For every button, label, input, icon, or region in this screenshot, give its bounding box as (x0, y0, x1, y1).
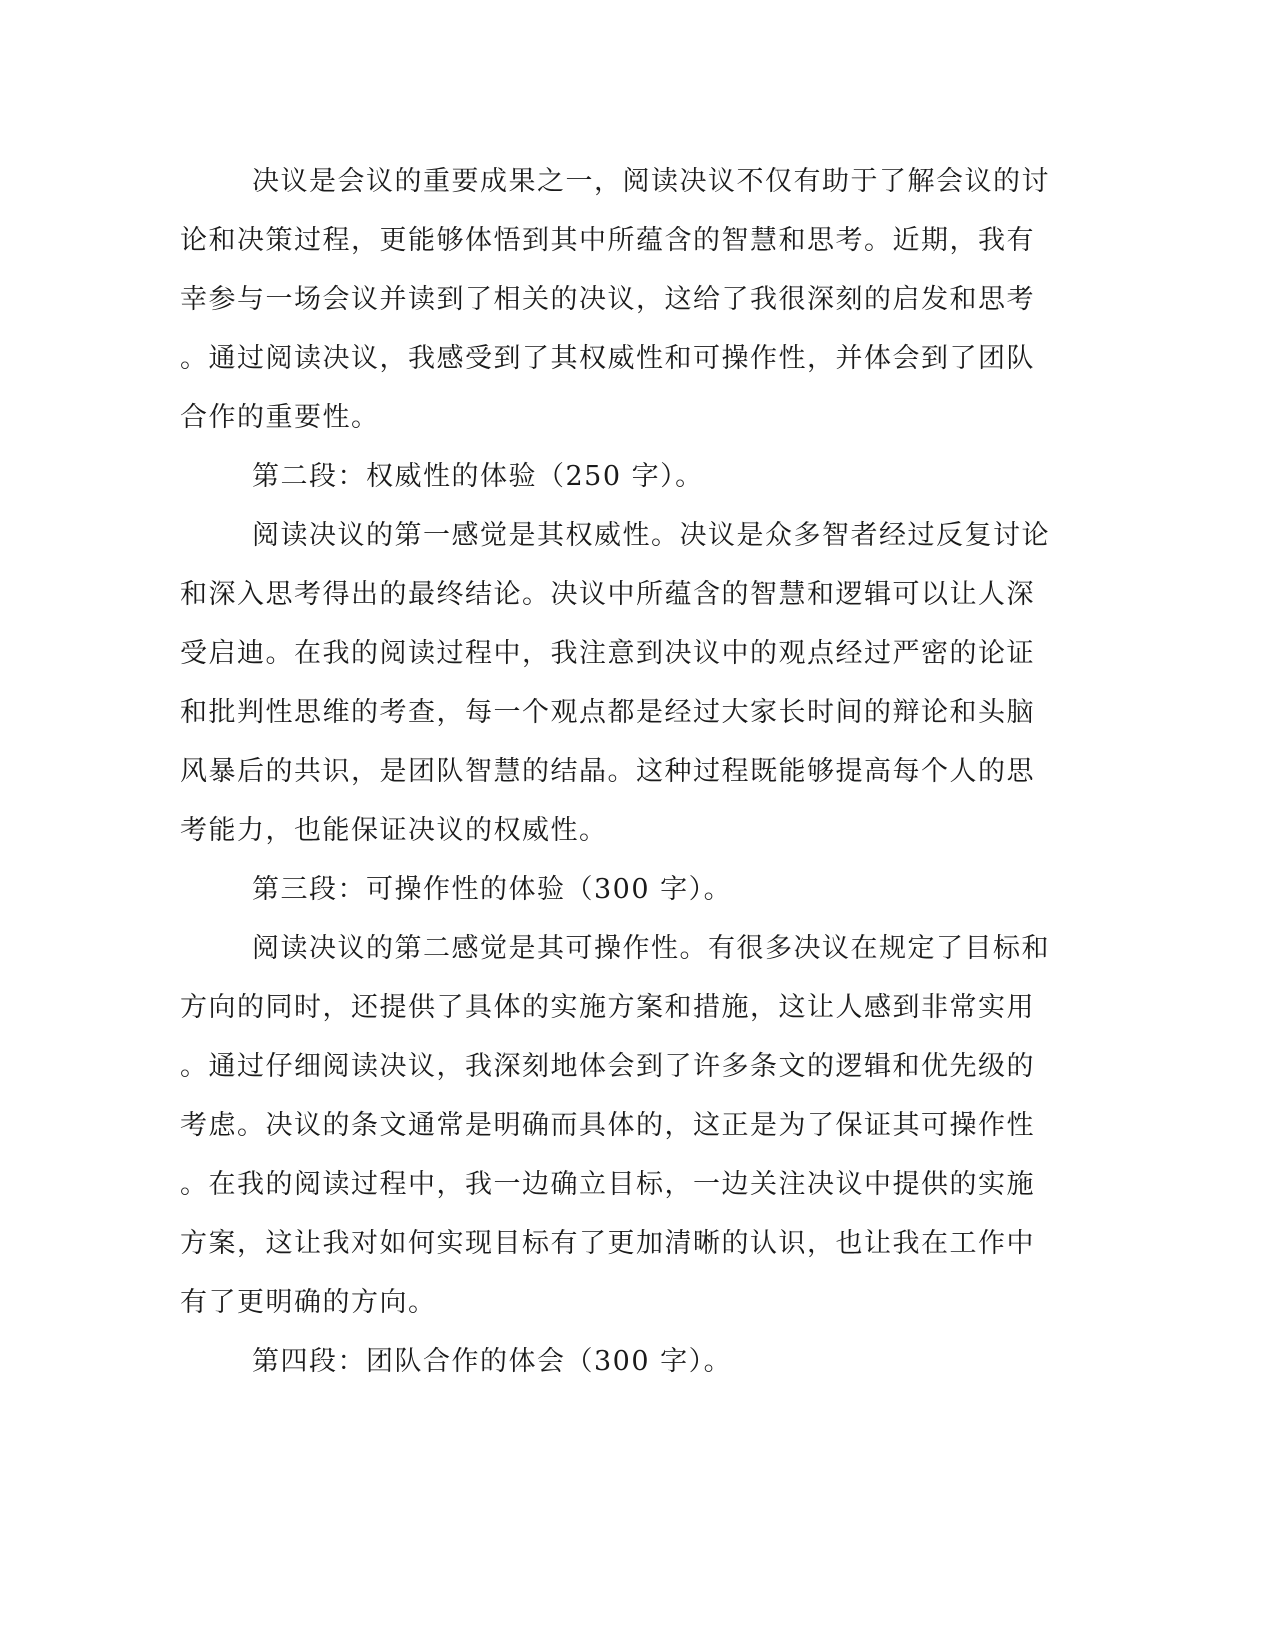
text-line: 和批判性思维的考查，每一个观点都是经过大家长时间的辩论和头脑 (180, 697, 1035, 728)
text-line: 有了更明确的方向。 (180, 1287, 437, 1318)
text-line: 合作的重要性。 (180, 402, 380, 433)
text-line: 考虑。决议的条文通常是明确而具体的，这正是为了保证其可操作性 (180, 1110, 1035, 1141)
section-heading: 第三段：可操作性的体验（300 字）。 (252, 874, 733, 905)
text-line: 风暴后的共识，是团队智慧的结晶。这种过程既能够提高每个人的思 (180, 756, 1035, 787)
text-line: 幸参与一场会议并读到了相关的决议，这给了我很深刻的启发和思考 (180, 284, 1035, 315)
section-heading: 第二段：权威性的体验（250 字）。 (252, 461, 704, 492)
text-line: 方向的同时，还提供了具体的实施方案和措施，这让人感到非常实用 (180, 992, 1035, 1023)
text-line: 决议是会议的重要成果之一，阅读决议不仅有助于了解会议的讨 (252, 166, 1050, 197)
text-line: 。通过仔细阅读决议，我深刻地体会到了许多条文的逻辑和优先级的 (180, 1051, 1035, 1082)
text-line: 。在我的阅读过程中，我一边确立目标，一边关注决议中提供的实施 (180, 1169, 1035, 1200)
text-line: 论和决策过程，更能够体悟到其中所蕴含的智慧和思考。近期，我有 (180, 225, 1035, 256)
text-line: 阅读决议的第二感觉是其可操作性。有很多决议在规定了目标和 (252, 933, 1050, 964)
text-line: 考能力，也能保证决议的权威性。 (180, 815, 608, 846)
section-heading: 第四段：团队合作的体会（300 字）。 (252, 1346, 733, 1377)
text-line: 受启迪。在我的阅读过程中，我注意到决议中的观点经过严密的论证 (180, 638, 1035, 669)
text-line: 。通过阅读决议，我感受到了其权威性和可操作性，并体会到了团队 (180, 343, 1035, 374)
text-line: 阅读决议的第一感觉是其权威性。决议是众多智者经过反复讨论 (252, 520, 1050, 551)
text-line: 方案，这让我对如何实现目标有了更加清晰的认识，也让我在工作中 (180, 1228, 1035, 1259)
text-line: 和深入思考得出的最终结论。决议中所蕴含的智慧和逻辑可以让人深 (180, 579, 1035, 610)
